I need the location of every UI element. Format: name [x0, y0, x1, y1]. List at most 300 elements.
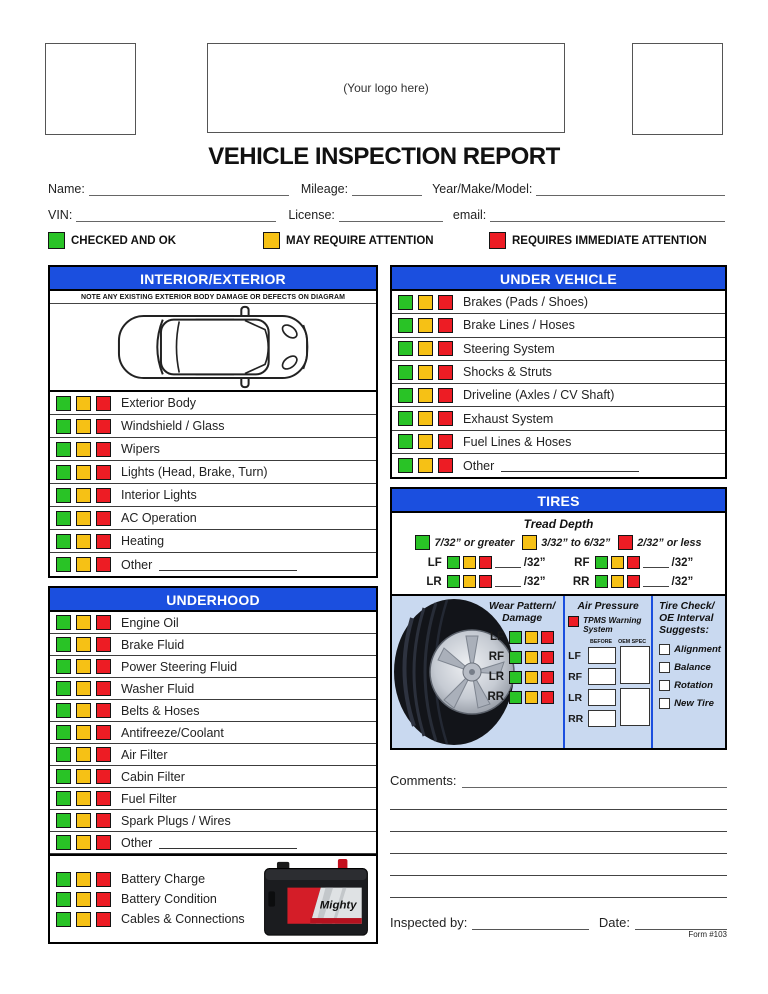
wear-row [484, 671, 560, 684]
logo-placeholder-text: (Your logo here) [343, 81, 429, 95]
license-label: License: [288, 208, 335, 222]
tire-check-title-line1: Tire Check/ [659, 601, 715, 612]
green-checkbox[interactable] [56, 637, 71, 652]
green-checkbox[interactable] [56, 813, 71, 828]
option-label: Balance [674, 662, 711, 674]
checklist-row [50, 744, 376, 766]
green-checkbox[interactable] [447, 556, 460, 569]
green-checkbox[interactable] [56, 681, 71, 696]
yellow-checkbox[interactable] [76, 703, 91, 718]
tread-depth-grid [396, 556, 721, 588]
red-checkbox[interactable] [438, 458, 453, 473]
checklist-item-label: Cabin Filter [121, 769, 185, 784]
other-label: Other [121, 557, 153, 572]
yellow-checkbox[interactable] [76, 725, 91, 740]
green-checkbox[interactable] [56, 892, 71, 907]
depth-suffix: /32” [523, 556, 546, 569]
section-interior-exterior [48, 265, 378, 578]
yellow-checkbox[interactable] [418, 458, 433, 473]
checklist-row [50, 634, 376, 656]
air-pressure-column [565, 596, 653, 748]
checklist-item-label: Air Filter [121, 747, 168, 762]
red-checkbox[interactable] [96, 488, 111, 503]
green-checkbox[interactable] [56, 769, 71, 784]
mileage-label: Mileage: [300, 182, 349, 196]
battery-image [262, 859, 370, 939]
logo-placeholder-box [207, 43, 565, 133]
green-checkbox[interactable] [509, 651, 522, 664]
legend-immediate [489, 232, 707, 249]
wear-title-line1: Wear Pattern/ [488, 601, 556, 612]
red-checkbox[interactable] [96, 419, 111, 434]
red-checkbox[interactable] [96, 769, 111, 784]
red-checkbox[interactable] [96, 511, 111, 526]
green-checkbox[interactable] [509, 691, 522, 704]
green-checkbox[interactable] [56, 615, 71, 630]
red-checkbox[interactable] [541, 691, 554, 704]
checklist-item-label: Fuel Filter [121, 791, 177, 806]
yellow-checkbox[interactable] [418, 341, 433, 356]
checklist-item-label: Brake Fluid [121, 637, 185, 652]
oem-spec-header: OEM SPEC [618, 639, 647, 646]
yellow-checkbox[interactable] [418, 411, 433, 426]
green-checkbox[interactable] [56, 791, 71, 806]
yellow-checkbox[interactable] [76, 912, 91, 927]
red-checkbox[interactable] [438, 411, 453, 426]
green-checkbox[interactable] [398, 318, 413, 333]
yellow-checkbox[interactable] [463, 575, 476, 588]
checklist-item-label: Interior Lights [121, 488, 197, 502]
tread-depth-title: Tread Depth [523, 517, 594, 531]
red-checkbox[interactable] [96, 442, 111, 457]
yellow-checkbox[interactable] [525, 631, 538, 644]
red-checkbox[interactable] [96, 396, 111, 411]
tread-legend-item [522, 535, 610, 550]
checklist-item-label: Antifreeze/Coolant [121, 725, 224, 740]
position-label: RR [568, 712, 584, 725]
checklist-row [50, 700, 376, 722]
green-checkbox[interactable] [398, 434, 413, 449]
checklist-item-label: Lights (Head, Brake, Turn) [121, 465, 268, 479]
year-make-model-label: Year/Make/Model: [432, 182, 533, 196]
position-label: LR [568, 691, 583, 704]
yellow-status-swatch [263, 232, 280, 249]
svg-text:Mighty: Mighty [319, 899, 357, 912]
red-checkbox[interactable] [541, 671, 554, 684]
red-checkbox[interactable] [96, 557, 111, 572]
green-checkbox[interactable] [509, 671, 522, 684]
position-label: LR [426, 575, 442, 588]
tread-depth-input[interactable] [495, 576, 521, 587]
yellow-checkbox[interactable] [76, 892, 91, 907]
checklist-item-label: Shocks & Struts [463, 365, 552, 380]
green-checkbox[interactable] [398, 388, 413, 403]
red-checkbox[interactable] [627, 575, 640, 588]
status-legend [0, 232, 768, 254]
position-label: LF [427, 556, 442, 569]
checklist-item-label: Exhaust System [463, 411, 554, 426]
checklist-item-label: Spark Plugs / Wires [121, 813, 231, 828]
red-checkbox[interactable] [541, 631, 554, 644]
tread-depth-input[interactable] [495, 557, 521, 568]
tire-check-title-line2: OE Interval [659, 613, 714, 625]
red-checkbox[interactable] [96, 465, 111, 480]
position-label: LF [490, 631, 505, 644]
yellow-checkbox[interactable] [76, 419, 91, 434]
green-checkbox[interactable] [56, 872, 71, 887]
checklist-row-other [50, 832, 376, 854]
position-label: RR [572, 575, 590, 588]
wear-pattern-column [392, 596, 565, 748]
tread-depth-input[interactable] [643, 576, 669, 587]
tire-check-option [659, 644, 721, 655]
comments-input-line[interactable] [390, 832, 727, 854]
red-checkbox[interactable] [438, 388, 453, 403]
red-checkbox[interactable] [438, 341, 453, 356]
comments-input-line[interactable] [390, 854, 727, 876]
legend-ok-label: CHECKED AND OK [71, 234, 176, 247]
oem-spec-rear-input[interactable] [620, 688, 650, 726]
tire-check-option [659, 662, 721, 673]
green-checkbox[interactable] [56, 835, 71, 850]
vin-input[interactable] [76, 208, 276, 222]
yellow-checkbox[interactable] [611, 575, 624, 588]
tire-check-title-line3: Suggests: [659, 625, 709, 637]
tread-cell-lr [424, 575, 546, 588]
red-checkbox[interactable] [96, 681, 111, 696]
yellow-checkbox[interactable] [76, 396, 91, 411]
car-damage-diagram[interactable] [50, 304, 376, 392]
green-checkbox[interactable] [56, 419, 71, 434]
before-pressure-input[interactable] [588, 647, 616, 664]
comments-input-line[interactable] [390, 810, 727, 832]
red-checkbox[interactable] [96, 813, 111, 828]
tread-depth-input[interactable] [643, 557, 669, 568]
red-checkbox[interactable] [438, 318, 453, 333]
logo-box-right [632, 43, 723, 135]
option-checkbox[interactable] [659, 698, 670, 709]
air-row-rr [568, 709, 616, 728]
wear-pattern-block [484, 601, 560, 704]
other-label: Other [121, 835, 153, 850]
air-row-lr [568, 688, 616, 707]
car-top-view-icon [98, 305, 328, 389]
yellow-checkbox[interactable] [76, 488, 91, 503]
checklist-row [50, 810, 376, 832]
other-write-in[interactable] [501, 459, 639, 472]
green-checkbox[interactable] [398, 411, 413, 426]
section-tires [390, 487, 727, 750]
battery-checklist [56, 872, 262, 927]
tire-check-title [659, 601, 721, 637]
checklist-row [392, 384, 725, 407]
email-input[interactable] [490, 208, 725, 222]
checklist-item-label: Driveline (Axles / CV Shaft) [463, 388, 615, 403]
green-checkbox[interactable] [56, 659, 71, 674]
option-checkbox[interactable] [659, 644, 670, 655]
checklist-row [50, 415, 376, 438]
checklist-row [56, 872, 262, 887]
tread-legend-label: 2/32” or less [637, 536, 702, 549]
green-checkbox[interactable] [56, 396, 71, 411]
tread-legend-swatch [522, 535, 537, 550]
checklist-item-label: AC Operation [121, 511, 197, 525]
green-checkbox[interactable] [595, 556, 608, 569]
legend-attention-label: MAY REQUIRE ATTENTION [286, 234, 434, 247]
tread-depth-legend [396, 535, 721, 550]
inspected-by-label: Inspected by: [390, 915, 468, 930]
green-checkbox[interactable] [447, 575, 460, 588]
option-label: Rotation [674, 680, 713, 692]
air-pressure-grid [568, 646, 648, 728]
tpms-red-checkbox[interactable] [568, 616, 579, 627]
section-under-vehicle [390, 265, 727, 479]
green-checkbox[interactable] [398, 458, 413, 473]
email-label: email: [452, 208, 487, 222]
green-checkbox[interactable] [56, 912, 71, 927]
tire-check-option [659, 698, 721, 709]
red-checkbox[interactable] [96, 747, 111, 762]
checklist-item-label: Belts & Hoses [121, 703, 200, 718]
checklist-row [50, 461, 376, 484]
yellow-checkbox[interactable] [611, 556, 624, 569]
section-header-under-vehicle: UNDER VEHICLE [392, 267, 725, 291]
checklist-row [56, 912, 262, 927]
tpms-warning [568, 616, 648, 634]
logo-box-left [45, 43, 136, 135]
option-label: Alignment [674, 644, 721, 656]
red-checkbox[interactable] [96, 615, 111, 630]
yellow-checkbox[interactable] [76, 872, 91, 887]
license-input[interactable] [339, 208, 443, 222]
tread-depth-area [392, 513, 725, 594]
section-header-underhood: UNDERHOOD [50, 588, 376, 612]
checklist-item-label: Brakes (Pads / Shoes) [463, 295, 589, 310]
checklist-item-label: Exterior Body [121, 396, 197, 410]
green-checkbox[interactable] [56, 511, 71, 526]
red-checkbox[interactable] [96, 637, 111, 652]
battery-block [50, 854, 376, 942]
wear-pattern-rows [484, 631, 560, 704]
red-checkbox[interactable] [541, 651, 554, 664]
red-checkbox[interactable] [96, 791, 111, 806]
yellow-checkbox[interactable] [76, 747, 91, 762]
green-checkbox[interactable] [509, 631, 522, 644]
red-checkbox[interactable] [96, 835, 111, 850]
checklist-item-label: Windshield / Glass [121, 419, 225, 433]
checklist-row [392, 407, 725, 430]
oem-spec-front-input[interactable] [620, 646, 650, 684]
checklist-item-label: Wipers [121, 442, 160, 456]
legend-ok [48, 232, 176, 249]
checklist-item-label: Brake Lines / Hoses [463, 318, 575, 333]
green-checkbox[interactable] [56, 465, 71, 480]
yellow-checkbox[interactable] [76, 534, 91, 549]
checklist-item-label: Steering System [463, 341, 555, 356]
tread-legend-item [415, 535, 514, 550]
yellow-checkbox[interactable] [525, 651, 538, 664]
red-checkbox[interactable] [96, 703, 111, 718]
position-label: LF [568, 649, 581, 662]
info-row-1 [48, 180, 725, 196]
wear-row [484, 691, 560, 704]
checklist-row [392, 431, 725, 454]
green-checkbox[interactable] [398, 365, 413, 380]
other-write-in[interactable] [159, 836, 297, 849]
yellow-checkbox[interactable] [76, 637, 91, 652]
green-checkbox[interactable] [398, 341, 413, 356]
yellow-checkbox[interactable] [76, 813, 91, 828]
red-checkbox[interactable] [96, 892, 111, 907]
yellow-checkbox[interactable] [418, 318, 433, 333]
tread-legend-label: 3/32” to 6/32” [541, 536, 611, 549]
date-label: Date: [598, 915, 630, 930]
checklist-row [392, 338, 725, 361]
yellow-checkbox[interactable] [418, 365, 433, 380]
page-title: VEHICLE INSPECTION REPORT [208, 143, 560, 170]
other-write-in[interactable] [159, 558, 297, 571]
yellow-checkbox[interactable] [76, 681, 91, 696]
red-checkbox[interactable] [96, 872, 111, 887]
comments-area [390, 770, 727, 930]
green-status-swatch [48, 232, 65, 249]
comments-input-line[interactable] [390, 788, 727, 810]
year-make-model-input[interactable] [536, 182, 725, 196]
green-checkbox[interactable] [56, 488, 71, 503]
legend-attention [263, 232, 434, 249]
checklist-row [50, 766, 376, 788]
red-checkbox[interactable] [96, 725, 111, 740]
yellow-checkbox[interactable] [76, 465, 91, 480]
name-input[interactable] [89, 182, 289, 196]
position-label: RR [487, 691, 505, 704]
red-checkbox[interactable] [627, 556, 640, 569]
green-checkbox[interactable] [398, 295, 413, 310]
checklist-item-label: Fuel Lines & Hoses [463, 434, 572, 449]
damage-note: NOTE ANY EXISTING EXTERIOR BODY DAMAGE OR DEFECTS ON DIAGRAM [50, 291, 376, 304]
inspected-by-input[interactable] [472, 916, 589, 930]
checklist-row [50, 612, 376, 634]
red-checkbox[interactable] [96, 659, 111, 674]
yellow-checkbox[interactable] [76, 791, 91, 806]
comments-label: Comments: [390, 773, 457, 788]
checklist-item-label: Battery Charge [121, 872, 206, 886]
checklist-row [50, 484, 376, 507]
yellow-checkbox[interactable] [418, 434, 433, 449]
yellow-checkbox[interactable] [418, 388, 433, 403]
yellow-checkbox[interactable] [76, 442, 91, 457]
tread-cell-rr [572, 575, 694, 588]
tread-cell-rf [572, 556, 694, 569]
checklist-item-label: Washer Fluid [121, 681, 195, 696]
under-vehicle-checklist [392, 291, 725, 454]
depth-suffix: /32” [671, 575, 694, 588]
yellow-checkbox[interactable] [76, 659, 91, 674]
yellow-checkbox[interactable] [76, 511, 91, 526]
yellow-checkbox[interactable] [525, 671, 538, 684]
section-header-tires: TIRES [392, 489, 725, 513]
yellow-checkbox[interactable] [418, 295, 433, 310]
red-status-swatch [489, 232, 506, 249]
checklist-item-label: Battery Condition [121, 892, 217, 906]
comments-input-line[interactable] [462, 774, 727, 788]
red-checkbox[interactable] [96, 534, 111, 549]
option-label: New Tire [674, 698, 714, 710]
tire-check-column [653, 596, 725, 748]
checklist-item-label: Cables & Connections [121, 912, 245, 926]
yellow-checkbox[interactable] [76, 835, 91, 850]
yellow-checkbox[interactable] [76, 769, 91, 784]
position-label: LR [488, 671, 505, 684]
before-pressure-input[interactable] [588, 668, 616, 685]
legend-immediate-label: REQUIRES IMMEDIATE ATTENTION [512, 234, 707, 247]
checklist-item-label: Engine Oil [121, 615, 179, 630]
green-checkbox[interactable] [56, 534, 71, 549]
red-checkbox[interactable] [96, 912, 111, 927]
green-checkbox[interactable] [56, 747, 71, 762]
before-pressure-input[interactable] [588, 710, 616, 727]
section-header-interior-exterior: INTERIOR/EXTERIOR [50, 267, 376, 291]
green-checkbox[interactable] [56, 442, 71, 457]
before-pressure-input[interactable] [588, 689, 616, 706]
option-checkbox[interactable] [659, 662, 670, 673]
date-input[interactable] [635, 916, 727, 930]
yellow-checkbox[interactable] [76, 615, 91, 630]
tread-cell-lf [424, 556, 546, 569]
option-checkbox[interactable] [659, 680, 670, 691]
air-pressure-column-headers [568, 639, 648, 645]
checklist-item-label: Heating [121, 534, 165, 548]
checklist-row-other [50, 553, 376, 576]
green-checkbox[interactable] [56, 703, 71, 718]
section-underhood [48, 586, 378, 944]
checklist-row [50, 722, 376, 744]
tire-detail-panel [392, 594, 725, 748]
tire-check-option [659, 680, 721, 691]
vin-label: VIN: [48, 208, 73, 222]
red-checkbox[interactable] [479, 556, 492, 569]
tpms-label: TPMS Warning System [583, 614, 642, 634]
comments-input-line[interactable] [390, 876, 727, 898]
mileage-input[interactable] [352, 182, 422, 196]
info-row-2 [48, 206, 725, 222]
checklist-row [50, 438, 376, 461]
checklist-row [50, 530, 376, 553]
air-row-rf [568, 667, 616, 686]
position-label: RF [574, 556, 590, 569]
green-checkbox[interactable] [595, 575, 608, 588]
wear-title-line2: Damage [502, 612, 543, 624]
red-checkbox[interactable] [438, 365, 453, 380]
yellow-checkbox[interactable] [525, 691, 538, 704]
form-number: Form #103 [688, 930, 727, 939]
yellow-checkbox[interactable] [463, 556, 476, 569]
red-checkbox[interactable] [438, 295, 453, 310]
depth-suffix: /32” [523, 575, 546, 588]
tread-legend-label: 7/32” or greater [434, 536, 515, 549]
checklist-row [50, 507, 376, 530]
underhood-checklist [50, 612, 376, 832]
tread-legend-swatch [415, 535, 430, 550]
checklist-row [50, 656, 376, 678]
red-checkbox[interactable] [479, 575, 492, 588]
air-pressure-title: Air Pressure [577, 601, 639, 612]
green-checkbox[interactable] [56, 725, 71, 740]
red-checkbox[interactable] [438, 434, 453, 449]
checklist-row [50, 678, 376, 700]
yellow-checkbox[interactable] [76, 557, 91, 572]
green-checkbox[interactable] [56, 557, 71, 572]
